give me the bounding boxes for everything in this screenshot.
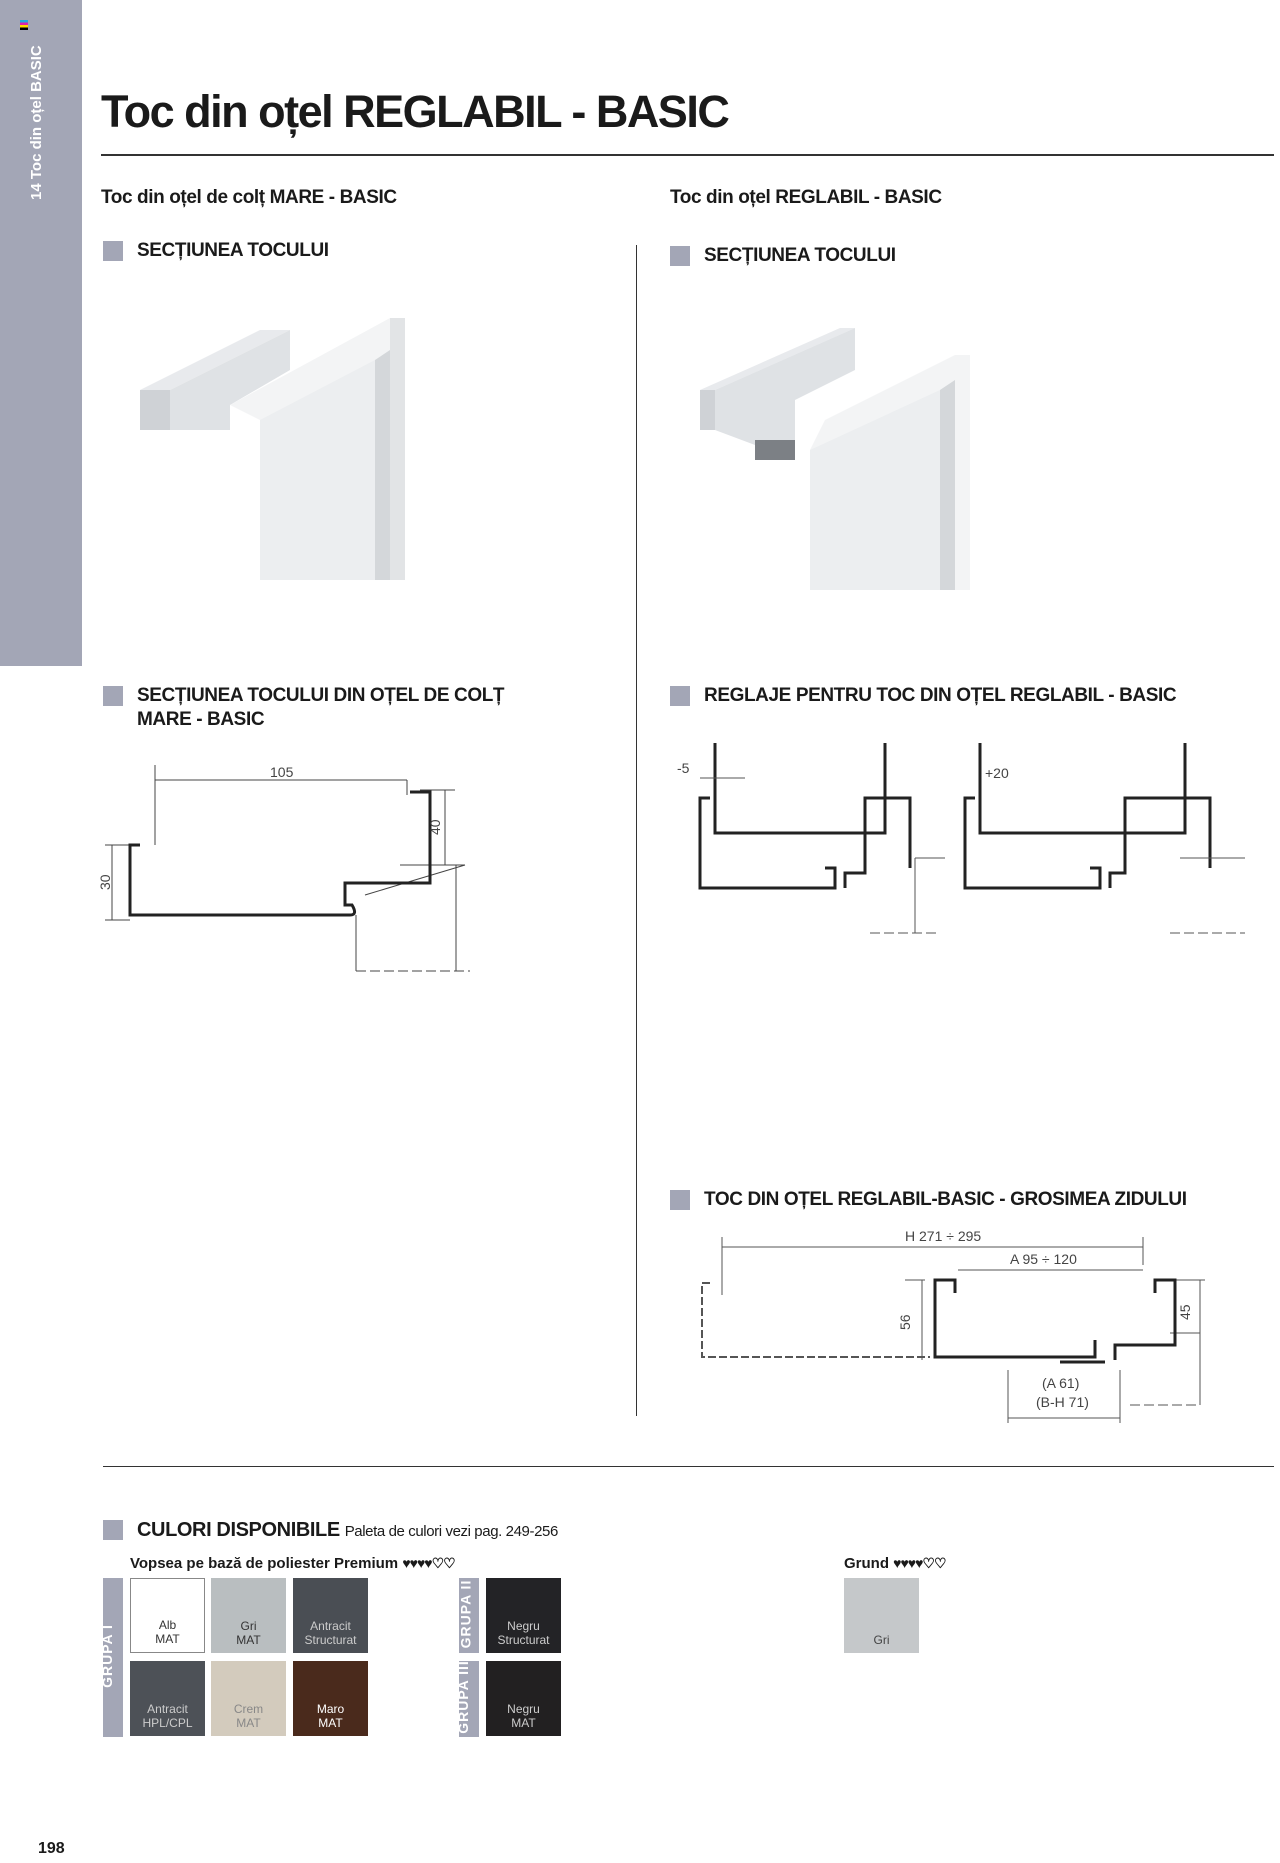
color-swatch [211,1661,286,1736]
swatch-label: MAT [511,1716,536,1730]
colors-note: Paleta de culori vezi pag. 249-256 [344,1523,558,1540]
dim-width: 105 [270,764,294,780]
left-section-header: SECȚIUNEA TOCULUI [103,239,329,263]
wall-thickness-drawing [690,1225,1250,1425]
column-divider [636,245,637,1416]
swatch-label: Negru [507,1702,540,1716]
swatch-label: Structurat [304,1633,357,1647]
color-swatch [844,1578,919,1653]
swatch-label: Gri [873,1633,890,1647]
color-swatch [486,1578,561,1653]
adjustment-plus-label: +20 [985,765,1009,781]
colors-divider [103,1466,1274,1467]
paint-label [130,1555,455,1572]
page-title: Toc din oțel REGLABIL - BASIC [101,86,729,137]
dim-h-range: H 271 ÷ 295 [905,1228,982,1244]
swatch-label: MAT [236,1633,261,1647]
swatch-label: MAT [155,1632,180,1646]
dim-bh71: (B-H 71) [1036,1394,1089,1410]
swatch-label: Gri [240,1619,257,1633]
paint-rating-icon: ♥♥♥♥♡♡ [402,1555,455,1571]
dim-height-30: 30 [97,874,113,890]
dim-45: 45 [1177,1304,1193,1320]
grund-label-text: Grund [844,1555,889,1572]
swatch-label: Alb [158,1618,177,1632]
swatch-label: Antracit [147,1702,188,1716]
swatch-label: MAT [236,1716,261,1730]
adjustable-frame-render [695,320,985,595]
adjustment-drawings [665,738,1255,938]
color-swatch [293,1578,368,1653]
corner-section-header-line2: MARE - BASIC [137,709,265,730]
corner-section-header [103,684,504,732]
dim-height-40: 40 [427,819,443,835]
swatch-label: Crem [233,1702,264,1716]
color-swatch [486,1661,561,1736]
grund-label [844,1555,946,1572]
adjustment-section-header: REGLAJE PENTRU TOC DIN OȚEL REGLABIL - BASIC [670,684,1176,708]
corner-section-header-line1: SECȚIUNEA TOCULUI DIN OȚEL DE COLȚ [137,685,505,706]
adjustment-minus-label: -5 [677,760,690,776]
grund-rating-icon: ♥♥♥♥♡♡ [893,1555,946,1571]
left-subtitle: Toc din oțel de colț MARE - BASIC [101,187,397,208]
color-swatch [211,1578,286,1653]
wall-thickness-section-header: TOC DIN OȚEL REGLABIL-BASIC - GROSIMEA ZIDULUI [670,1188,1187,1212]
paint-label-text: Vopsea pe bază de poliester Premium [130,1555,399,1572]
frame-corner-render [130,310,420,585]
swatch-label: HPL/CPL [142,1716,193,1730]
colors-title: CULORI DISPONIBILE [137,1519,340,1541]
page-number: 198 [38,1840,65,1857]
dim-a61: (A 61) [1042,1375,1080,1391]
dim-a-range: A 95 ÷ 120 [1010,1251,1077,1267]
group-3-label: GRUPA III [459,1661,479,1737]
swatch-label: Negru [507,1619,540,1633]
color-marks-icon [20,20,28,30]
corner-frame-section-drawing [97,755,480,975]
color-swatch [130,1661,205,1736]
swatch-label: MAT [318,1716,343,1730]
group-2-label: GRUPA II [459,1578,479,1653]
colors-section-header [103,1518,558,1544]
swatch-label: Structurat [497,1633,550,1647]
color-swatch [293,1661,368,1736]
dim-56: 56 [897,1314,913,1330]
right-section-header: SECȚIUNEA TOCULUI [670,244,896,268]
right-subtitle: Toc din oțel REGLABIL - BASIC [670,187,942,208]
chapter-label: 14 Toc din oțel BASIC [28,45,45,200]
group-1-label: GRUPA I [103,1578,123,1737]
swatch-label: Antracit [310,1619,351,1633]
color-swatch [130,1578,205,1653]
chapter-sidebar [0,0,82,666]
swatch-label: Maro [316,1702,345,1716]
title-divider [101,154,1274,156]
